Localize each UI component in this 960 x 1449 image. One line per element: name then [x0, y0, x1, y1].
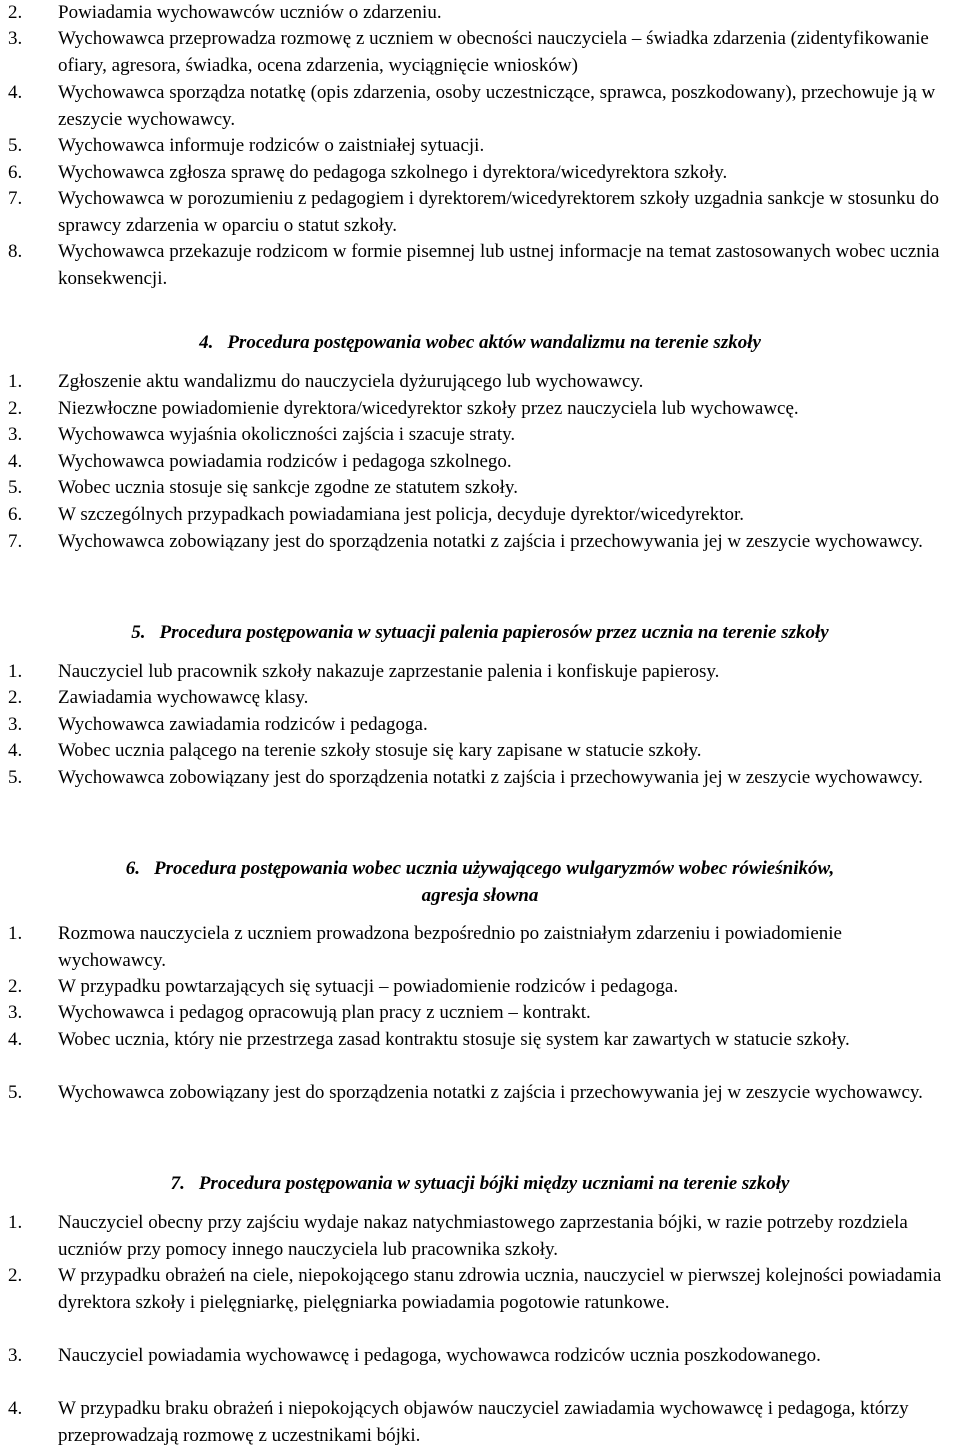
list-number: 5. — [8, 767, 23, 788]
list-item — [8, 765, 950, 792]
list-number: 2. — [8, 1265, 23, 1286]
list-number: 2. — [8, 2, 23, 23]
list-text: W przypadku powtarzających się sytuacji – powiadomienie rodziców i pedagoga. — [58, 976, 679, 997]
section-title: Procedura postępowania w sytuacji palenia papierosów przez ucznia na terenie szkoły — [159, 622, 829, 643]
section-heading-continued — [0, 883, 960, 910]
list-item — [8, 1210, 950, 1263]
list-item — [8, 1027, 950, 1054]
list-item — [8, 449, 950, 476]
list-item — [8, 659, 950, 686]
list-item — [8, 685, 950, 712]
list-text: Nauczyciel powiadamia wychowawcę i pedagoga, wychowawca rodziców ucznia poszkodowanego. — [58, 1345, 821, 1366]
section-number: 5. — [131, 622, 146, 643]
list-number: 3. — [8, 1345, 23, 1366]
list-item — [8, 475, 950, 502]
section-heading — [0, 1171, 960, 1198]
section-heading — [0, 620, 960, 647]
list-text: Wychowawca przeprowadza rozmowę z uczniem w obecności nauczyciela – świadka zdarzenia (zidentyfikowanie ofiary, agresora, świadka, ocena zdarzenia, wyciągnięcie wniosków) — [58, 28, 929, 76]
list-number: 3. — [8, 28, 23, 49]
list-text: Wychowawca zobowiązany jest do sporządzenia notatki z zajścia i przechowywania jej w zeszycie wychowawcy. — [58, 1082, 923, 1103]
list-text: Wychowawca wyjaśnia okoliczności zajścia i szacuje straty. — [58, 424, 516, 445]
list-item — [8, 974, 950, 1001]
list-text: Zawiadamia wychowawcę klasy. — [58, 687, 309, 708]
section-title: Procedura postępowania w sytuacji bójki między uczniami na terenie szkoły — [198, 1173, 790, 1194]
section-number: 6. — [125, 858, 141, 879]
list-text: Nauczyciel obecny przy zajściu wydaje nakaz natychmiastowego zaprzestania bójki, w razie potrzeby rozdziela uczniów przy pomocy innego nauczyciela lub pracownika szkoły. — [58, 1212, 908, 1260]
list-item — [8, 133, 950, 160]
list-item — [8, 1396, 950, 1449]
list-number: 3. — [8, 1002, 23, 1023]
list-text: Niezwłoczne powiadomienie dyrektora/wicedyrektor szkoły przez nauczyciela lub wychowawcę. — [58, 398, 799, 419]
list-item — [8, 921, 950, 974]
section-number: 7. — [170, 1173, 185, 1194]
list-number: 4. — [8, 1398, 23, 1419]
section-heading — [0, 330, 960, 357]
list-text: Wychowawca zobowiązany jest do sporządzenia notatki z zajścia i przechowywania jej w zeszycie wychowawcy. — [58, 531, 923, 552]
list-number: 1. — [8, 1212, 23, 1233]
list-number: 1. — [8, 661, 23, 682]
list-item — [8, 422, 950, 449]
list-number: 5. — [8, 135, 23, 156]
list-text: Zgłoszenie aktu wandalizmu do nauczyciela dyżurującego lub wychowawcy. — [58, 371, 644, 392]
section-title: Procedura postępowania wobec aktów wandalizmu na terenie szkoły — [227, 332, 761, 353]
list-number: 2. — [8, 687, 23, 708]
list-item — [8, 738, 950, 765]
list-item — [8, 1263, 950, 1316]
list-text: Wychowawca zgłosza sprawę do pedagoga szkolnego i dyrektora/wicedyrektora szkoły. — [58, 162, 728, 183]
section-title-line2: agresja słowna — [421, 885, 539, 906]
list-number: 1. — [8, 371, 23, 392]
list-number: 6. — [8, 162, 23, 183]
list-item — [8, 369, 950, 396]
list-item — [8, 239, 950, 292]
list-text: Powiadamia wychowawców uczniów o zdarzeniu. — [58, 2, 442, 23]
section-number: 4. — [199, 332, 214, 353]
list-text: W przypadku obrażeń na ciele, niepokojącego stanu zdrowia ucznia, nauczyciel w pierwszej kolejności powiadamia dyrektora szkoły i pielęgniarkę, pielęgniarka powiadamia pogotowie ratunkowe. — [58, 1265, 942, 1313]
list-text: Wobec ucznia, który nie przestrzega zasad kontraktu stosuje się system kar zawartych w statucie szkoły. — [58, 1029, 850, 1050]
list-number: 7. — [8, 188, 23, 209]
list-item — [8, 26, 950, 79]
list-number: 7. — [8, 531, 23, 552]
list-number: 2. — [8, 976, 23, 997]
list-item — [8, 712, 950, 739]
list-number: 5. — [8, 1082, 23, 1103]
list-number: 4. — [8, 451, 23, 472]
list-text: Wychowawca przekazuje rodzicom w formie pisemnej lub ustnej informacje na temat zastosowanych wobec ucznia konsekwencji. — [58, 241, 940, 289]
list-text: Wobec ucznia palącego na terenie szkoły stosuje się kary zapisane w statucie szkoły. — [58, 740, 702, 761]
list-number: 3. — [8, 714, 23, 735]
list-number: 6. — [8, 504, 23, 525]
list-text: Nauczyciel lub pracownik szkoły nakazuje zaprzestanie palenia i konfiskuje papierosy. — [58, 661, 720, 682]
list-item — [8, 502, 950, 529]
list-text: Wychowawca zobowiązany jest do sporządzenia notatki z zajścia i przechowywania jej w zeszycie wychowawcy. — [58, 767, 923, 788]
list-item — [8, 160, 950, 187]
list-number: 4. — [8, 1029, 23, 1050]
list-number: 4. — [8, 82, 23, 103]
list-item — [8, 0, 950, 27]
list-text: Wychowawca zawiadamia rodziców i pedagoga. — [58, 714, 428, 735]
list-text: Wychowawca informuje rodziców o zaistniałej sytuacji. — [58, 135, 485, 156]
list-text: Wychowawca sporządza notatkę (opis zdarzenia, osoby uczestniczące, sprawca, poszkodowany), przechowuje ją w zeszycie wychowawcy. — [58, 82, 936, 130]
list-item — [8, 529, 950, 556]
list-number: 8. — [8, 241, 23, 262]
list-text: Rozmowa nauczyciela z uczniem prowadzona bezpośrednio po zaistniałym zdarzeniu i powiadomienie wychowawcy. — [58, 923, 842, 971]
list-number: 3. — [8, 424, 23, 445]
section-heading — [0, 856, 960, 883]
list-item — [8, 1080, 950, 1107]
list-item — [8, 396, 950, 423]
section-title: Procedura postępowania wobec ucznia używającego wulgaryzmów wobec rówieśników, — [154, 858, 835, 879]
list-item — [8, 1000, 950, 1027]
list-text: W szczególnych przypadkach powiadamiana jest policja, decyduje dyrektor/wicedyrektor. — [58, 504, 745, 525]
list-text: Wychowawca w porozumieniu z pedagogiem i dyrektorem/wicedyrektorem szkoły uzgadnia sankcje w stosunku do sprawcy zdarzenia w oparciu o statut szkoły. — [58, 188, 940, 236]
list-number: 5. — [8, 477, 23, 498]
list-text: Wychowawca powiadamia rodziców i pedagoga szkolnego. — [58, 451, 512, 472]
list-number: 1. — [8, 923, 23, 944]
list-text: Wobec ucznia stosuje się sankcje zgodne ze statutem szkoły. — [58, 477, 518, 498]
list-number: 4. — [8, 740, 23, 761]
list-item — [8, 1343, 950, 1370]
list-text: W przypadku braku obrażeń i niepokojących objawów nauczyciel zawiadamia wychowawcę i pedagoga, którzy przeprowadzają rozmowę z uczestnikami bójki. — [58, 1398, 909, 1446]
list-item — [8, 80, 950, 133]
list-item — [8, 186, 950, 239]
list-text: Wychowawca i pedagog opracowują plan pracy z uczniem – kontrakt. — [58, 1002, 591, 1023]
list-number: 2. — [8, 398, 23, 419]
